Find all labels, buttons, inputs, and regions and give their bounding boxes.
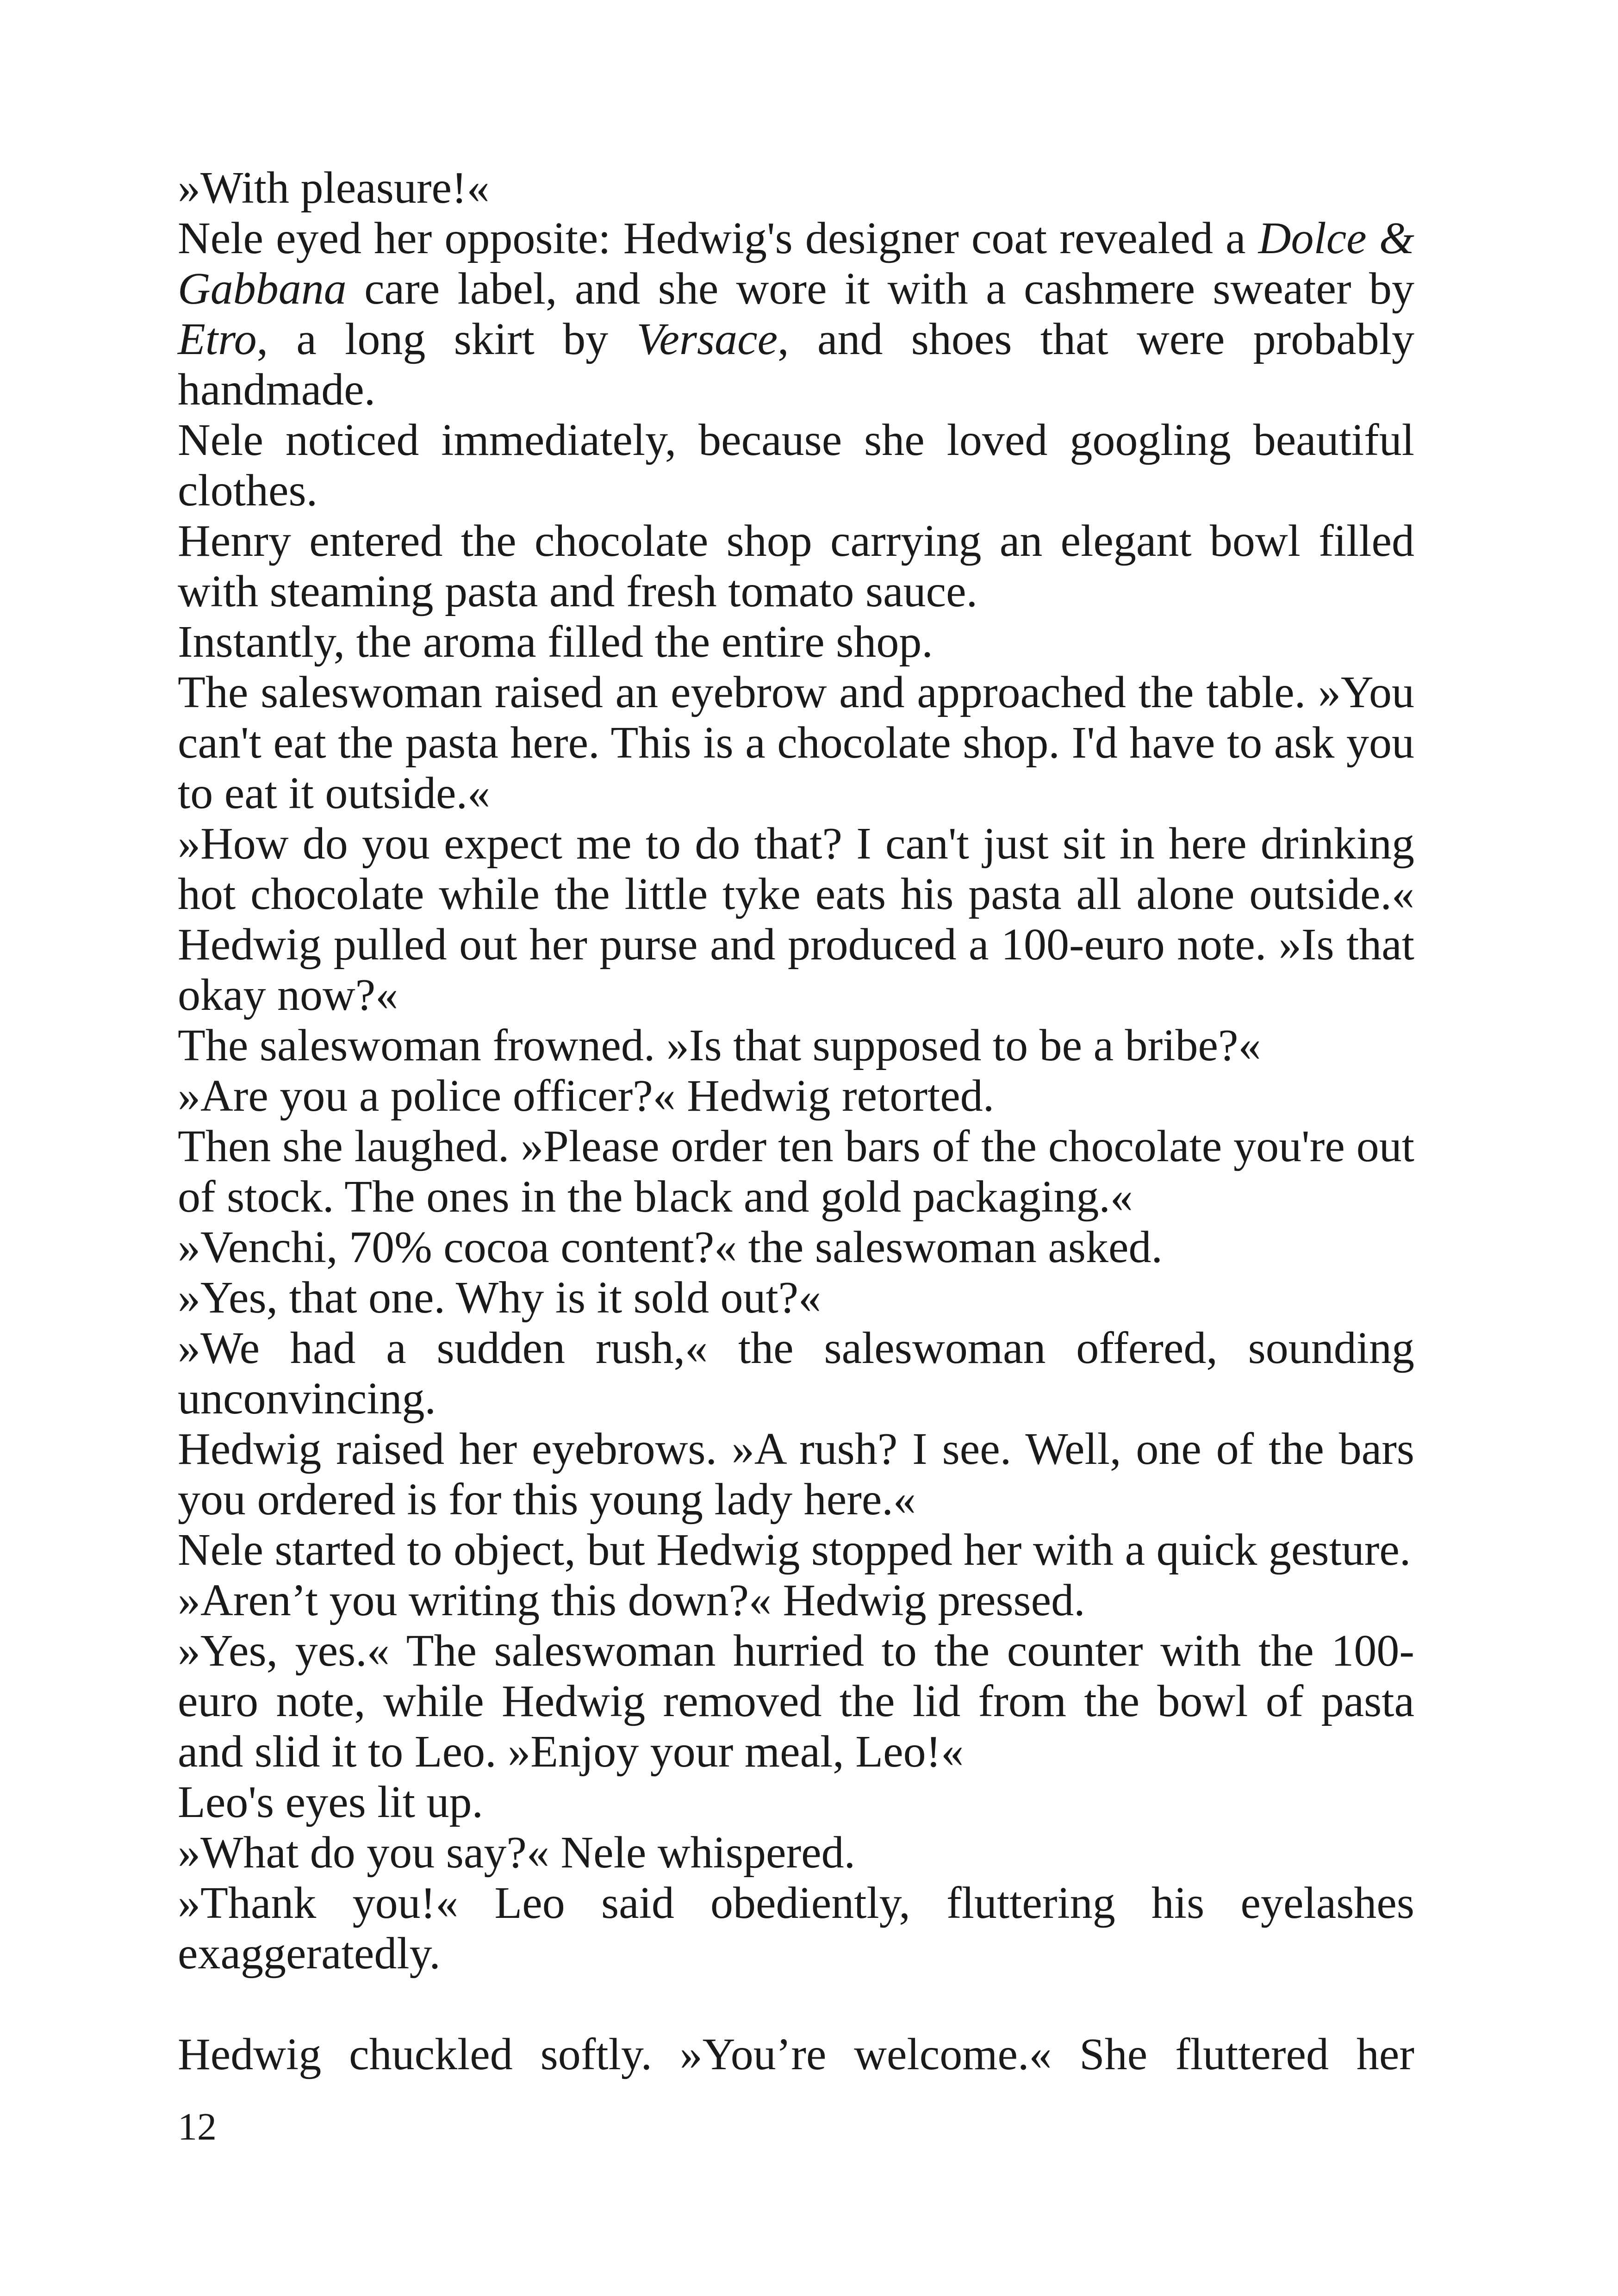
brand-versace: Versace — [636, 314, 778, 364]
paragraph-nele-noticed: Nele noticed immediately, because she loved googling beautiful clothes. — [178, 415, 1414, 516]
paragraph-venchi: »Venchi, 70% cocoa content?« the saleswoman asked. — [178, 1222, 1163, 1272]
paragraph-what-do-you-say: »What do you say?« Nele whispered. — [178, 1828, 856, 1878]
paragraph-aroma: Instantly, the aroma filled the entire shop. — [178, 617, 933, 667]
paragraph-sudden-rush: »We had a sudden rush,« the saleswoman offered, sounding unconvincing. — [178, 1323, 1414, 1424]
paragraph-with-pleasure: »With pleasure!« — [178, 163, 490, 213]
paragraph-writing-down: »Aren’t you writing this down?« Hedwig pressed. — [178, 1575, 1085, 1625]
paragraph-sold-out: »Yes, that one. Why is it sold out?« — [178, 1273, 821, 1323]
paragraph-nele-object: Nele started to object, but Hedwig stopped her with a quick gesture. — [178, 1525, 1411, 1575]
paragraph-police-officer: »Are you a police officer?« Hedwig retorted. — [178, 1071, 995, 1121]
paragraph-how-do-you-expect: »How do you expect me to do that? I can't just sit in here drinking hot chocolate while the little tyke eats his pasta all alone outside.« Hedwig pulled out her purse and produced a 100-euro note. »Is that okay now?« — [178, 819, 1414, 1020]
paragraph-saleswoman-eyebrow: The saleswoman raised an eyebrow and approached the table. »You can't eat the pasta here. This is a chocolate shop. I'd have to ask you to eat it outside.« — [178, 667, 1414, 818]
paragraph-bribe: The saleswoman frowned. »Is that supposed to be a bribe?« — [178, 1020, 1261, 1070]
paragraph-text: , and shoes that were probably handmade. — [178, 314, 1414, 415]
brand-dolce-gabbana: Dolce & Gabbana — [178, 213, 1414, 314]
paragraph-text: Nele eyed her opposite: Hedwig's designer coat revealed a — [178, 213, 1258, 263]
brand-etro: Etro — [178, 314, 257, 364]
paragraph-designer-clothes — [178, 213, 1414, 415]
paragraph-leo-eyes: Leo's eyes lit up. — [178, 1777, 483, 1827]
page-number: 12 — [178, 2105, 217, 2148]
paragraph-henry-entered: Henry entered the chocolate shop carrying an elegant bowl filled with steaming pasta and fresh tomato sauce. — [178, 516, 1414, 616]
paragraph-order-ten-bars: Then she laughed. »Please order ten bars of the chocolate you're out of stock. The ones in the black and gold packaging.« — [178, 1121, 1414, 1222]
paragraph-young-lady: Hedwig raised her eyebrows. »A rush? I see. Well, one of the bars you ordered is for this young lady here.« — [178, 1424, 1414, 1524]
paragraph-text: , a long skirt by — [256, 314, 637, 364]
paragraph-hedwig-chuckled: Hedwig chuckled softly. »You’re welcome.« She fluttered her — [178, 2029, 1414, 2079]
page-body — [178, 163, 1414, 2080]
paragraph-thank-you: »Thank you!« Leo said obediently, fluttering his eyelashes exaggeratedly. — [178, 1878, 1414, 1979]
paragraph-yes-yes: »Yes, yes.« The saleswoman hurried to the counter with the 100-euro note, while Hedwig removed the lid from the bowl of pasta and slid it to Leo. »Enjoy your meal, Leo!« — [178, 1626, 1414, 1777]
paragraph-text: care label, and she wore it with a cashmere sweater by — [346, 264, 1414, 314]
